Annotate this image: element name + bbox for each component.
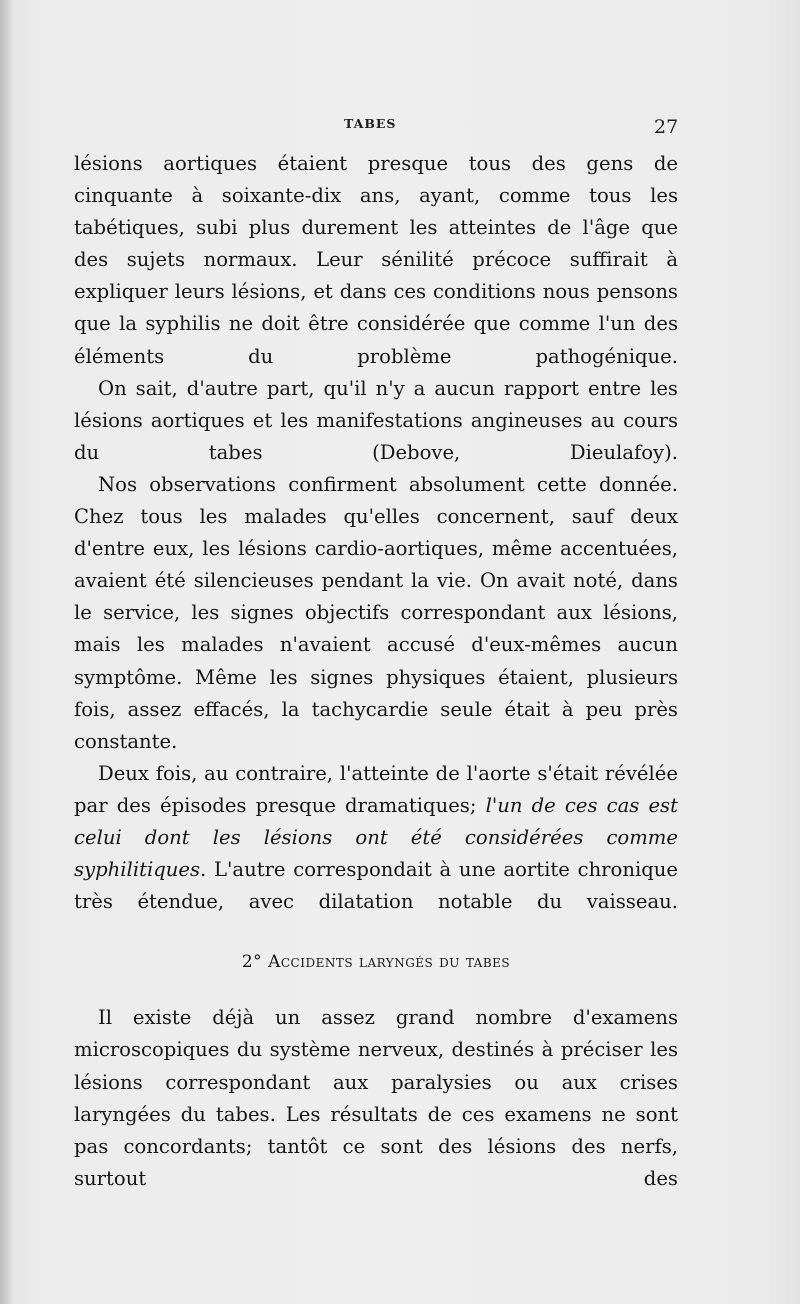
paragraph-text: lésions aortiques étaient presque tous des gens de cinquante à soixante-dix ans, ayant, comme tous les tabétiques, subi plus durement les atteintes de l'âge que des sujets normaux. Leur sénilité précoce suffirait à expliquer leurs lésions, et dans ces conditions nous pensons que la syphilis ne doit être considérée que comme l'un des éléments du problème pathogénique.	[74, 152, 678, 368]
paragraph-italic-text: l'un de ces cas est celui dont les lésions ont été considérées comme syphilitiques	[74, 793, 678, 882]
paragraph-text: Nos observations confirment absolument cette donnée. Chez tous les malades qu'elles concernent, sauf deux d'entre eux, les lésions cardio-aortiques, même accentuées, avaient été silencieuses pendant la vie. On avait noté, dans le service, les signes objectifs correspondant aux lésions, mais les malades n'avaient accusé d'eux-mêmes aucun symptôme. Même les signes physiques étaient, plusieurs fois, assez effacés, la tachycardie seule était à peu près constante.	[74, 472, 678, 753]
paragraph-2	[74, 373, 678, 469]
paragraph-text: Il existe déjà un assez grand nombre d'examens microscopiques du système nerveux, destinés à préciser les lésions correspondant aux paralysies ou aux crises laryngées du tabes. Les résultats de ces examens ne sont pas concordants; tantôt ce sont des lésions des nerfs, surtout des	[74, 1006, 678, 1190]
paragraph-text: On sait, d'autre part, qu'il n'y a aucun rapport entre les lésions aortiques et les manifestations angineuses au cours du tabes (Debove, Dieulafoy).	[74, 376, 678, 464]
body-text	[74, 148, 678, 1195]
paragraph-5	[74, 1002, 678, 1195]
paragraph-1	[74, 148, 678, 373]
section-number: 2°	[241, 952, 263, 973]
paragraph-3	[74, 469, 678, 758]
section-title: Accidents laryngés du tabes	[268, 952, 511, 973]
paragraph-4	[74, 758, 678, 918]
paragraph-text: . L'autre correspondait à une aortite chronique très étendue, avec dilatation notable du vaisseau.	[74, 858, 678, 914]
paragraph-text: Deux fois, au contraire, l'atteinte de l'aorte s'était révélée par des épisodes presque dramatiques;	[74, 761, 678, 817]
running-head	[0, 116, 800, 138]
section-heading	[74, 946, 678, 978]
running-title: TABES	[344, 116, 397, 131]
page-number: 27	[654, 116, 679, 138]
